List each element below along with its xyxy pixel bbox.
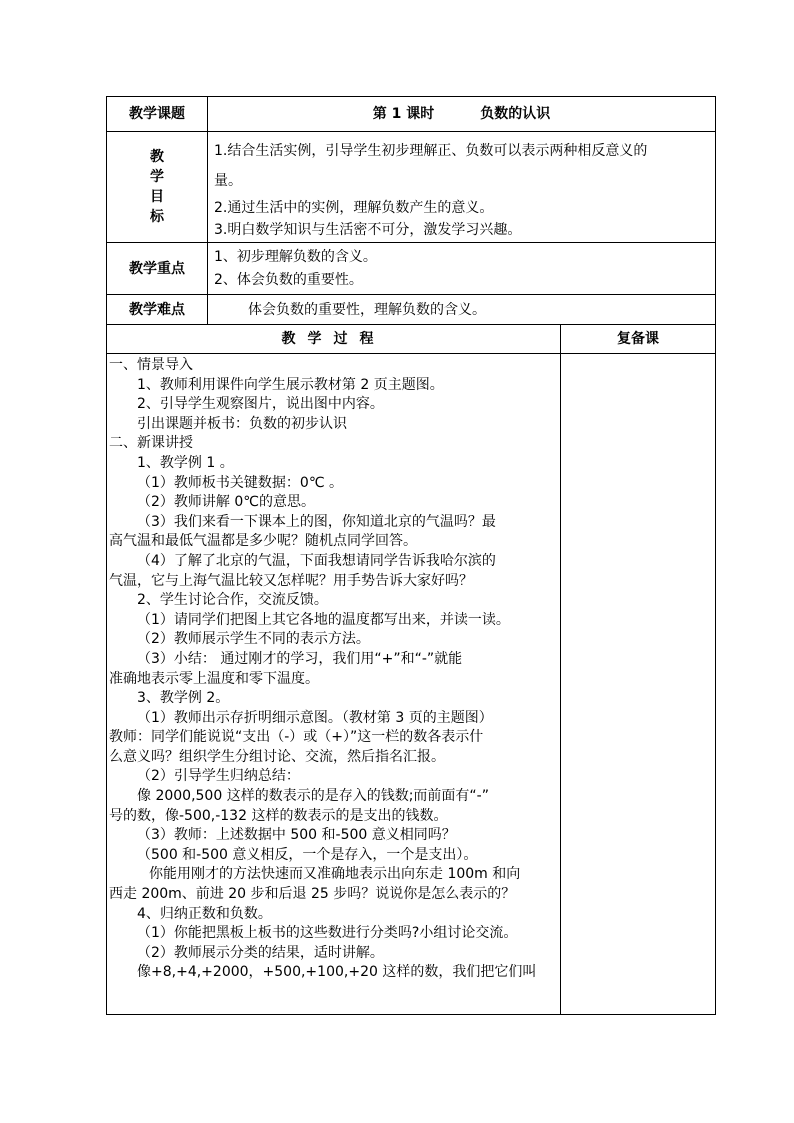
process-header: 教学过程 (107, 325, 561, 354)
process-line: 你能用刚才的方法快速而又准确地表示出向东走 100m 和向 (149, 866, 521, 883)
course-label: 教学课题 (107, 97, 208, 132)
process-line: （1）教师出示存折明细示意图。（教材第 3 页的主题图） (137, 709, 493, 726)
process-line: （3）我们来看一下课本上的图，你知道北京的气温吗？最 (137, 513, 496, 530)
process-line: （3）教师：上述数据中 500 和-500 意义相同吗？ (137, 827, 456, 844)
objectives-content (208, 132, 716, 243)
objective-line: 2.通过生活中的实例，理解负数产生的意义。 (214, 200, 494, 216)
difficulty-label: 教学难点 (107, 295, 208, 325)
objectives-row (107, 132, 716, 243)
lesson-title-topic: 负数的认识 (480, 106, 551, 122)
process-line: 1、教学例 1 。 (137, 454, 234, 471)
process-line: （2）教师展示分类的结果，适时讲解。 (137, 944, 384, 961)
objective-line: 1.结合生活实例，引导学生初步理解正、负数可以表示两种相反意义的 (214, 143, 648, 159)
review-header: 复备课 (561, 325, 716, 354)
process-line: （1）请同学们把图上其它各地的温度都写出来，并读一读。 (137, 611, 510, 628)
process-line: （3）小结： 通过刚才的学习，我们用“+”和“-”就能 (137, 650, 463, 667)
process-line: （1）教师板书关键数据：0℃ 。 (137, 474, 343, 491)
objectives-label-char: 学 (150, 169, 164, 185)
difficulty-content: 体会负数的重要性，理解负数的含义。 (208, 295, 716, 325)
review-content (561, 354, 716, 1015)
process-content (107, 354, 561, 1015)
objectives-label (107, 132, 208, 243)
process-line: 像 2000,500 这样的数表示的是存入的钱数;而前面有“-” (137, 788, 489, 805)
objective-line: 3.明白数学知识与生活密不可分，激发学习兴趣。 (214, 222, 522, 238)
process-line: 高气温和最低气温都是多少呢？随机点同学回答。 (109, 533, 417, 550)
objectives-label-char: 标 (150, 209, 164, 225)
process-line: 引出课题并板书：负数的初步认识 (137, 415, 347, 432)
difficulty-row (107, 295, 716, 325)
lesson-plan-table (106, 96, 716, 1015)
process-row (107, 354, 716, 1015)
process-line: （1）你能把黑板上板书的这些数进行分类吗?小组讨论交流。 (137, 925, 518, 942)
key-points-content (208, 243, 716, 295)
process-line: 气温，它与上海气温比较又怎样呢？用手势告诉大家好吗？ (109, 572, 473, 589)
process-line: 二、新课讲授 (109, 435, 193, 452)
process-line: 么意义吗？组织学生分组讨论、交流，然后指名汇报。 (109, 748, 445, 765)
lesson-title-session: 第 1 课时 (372, 106, 435, 122)
key-points-row (107, 243, 716, 295)
process-line: 一、情景导入 (109, 357, 193, 373)
process-header-row (107, 325, 716, 354)
process-line: （2）教师展示学生不同的表示方法。 (137, 631, 370, 648)
process-line: （4）了解了北京的气温，下面我想请同学告诉我哈尔滨的 (137, 552, 496, 569)
process-line: 教师：同学们能说说“支出（-）或（+）”这一栏的数各表示什 (109, 729, 484, 746)
course-row (107, 97, 716, 132)
objectives-label-char: 教 (150, 149, 164, 165)
process-line: 1、教师利用课件向学生展示教材第 2 页主题图。 (137, 376, 444, 393)
process-line: 号的数，像-500,-132 这样的数表示的是支出的钱数。 (109, 807, 448, 824)
process-line: 准确地表示零上温度和零下温度。 (109, 670, 319, 687)
key-point-line: 2、体会负数的重要性。 (214, 271, 363, 288)
process-line: 像+8,+4,+2000，+500,+100,+20 这样的数，我们把它们叫 (137, 964, 537, 981)
process-line: （2）引导学生归纳总结： (137, 768, 300, 785)
process-line: （2）教师讲解 0℃的意思。 (137, 494, 315, 511)
process-line: （500 和-500 意义相反，一个是存入，一个是支出）。 (137, 846, 478, 863)
objective-line: 量。 (214, 173, 242, 189)
key-point-line: 1、初步理解负数的含义。 (214, 248, 377, 265)
process-line: 3、教学例 2。 (137, 690, 230, 707)
process-line: 西走 200m、前进 20 步和后退 25 步吗？说说你是怎么表示的？ (109, 886, 516, 903)
process-line: 2、学生讨论合作，交流反馈。 (137, 592, 328, 609)
process-line: 4、归纳正数和负数。 (137, 905, 272, 922)
objectives-label-char: 目 (150, 189, 164, 205)
lesson-title (208, 97, 716, 132)
key-points-label: 教学重点 (107, 243, 208, 295)
process-line: 2、引导学生观察图片，说出图中内容。 (137, 396, 384, 413)
